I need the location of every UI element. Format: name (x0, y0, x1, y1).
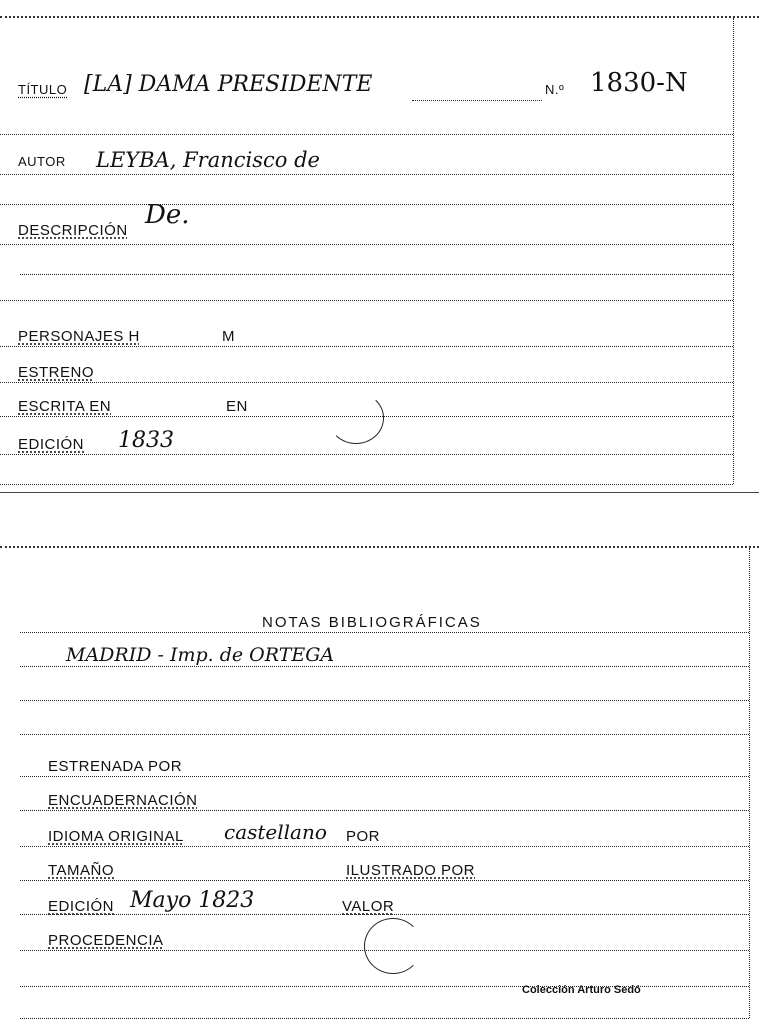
stamp-circle (364, 918, 422, 974)
catalog-card-front (0, 0, 759, 496)
rule (0, 244, 733, 245)
valor-label: VALOR (342, 898, 395, 915)
catalog-card-back (0, 540, 759, 1028)
coleccion-imprint: Colección Arturo Sedó (522, 984, 641, 996)
idioma-label: IDIOMA ORIGINAL (48, 828, 184, 845)
rule (20, 776, 749, 777)
card-top-edge (0, 16, 759, 18)
card-right-edge (749, 548, 750, 1018)
rule (20, 274, 733, 275)
rule (0, 174, 733, 175)
titulo-label: TÍTULO (18, 82, 68, 97)
autor-value: LEYBA, Francisco de (96, 148, 320, 172)
ilustrado-label: ILUSTRADO POR (346, 862, 476, 879)
rule (20, 810, 749, 811)
idioma-por-label: POR (346, 828, 381, 845)
rule (20, 880, 749, 881)
numero-value: 1830-N (590, 68, 688, 98)
edicion-value: Mayo 1823 (130, 888, 255, 913)
escrita-en-label: EN (226, 398, 248, 415)
card-top-edge (0, 546, 759, 548)
descripcion-label: DESCRIPCIÓN (18, 222, 128, 239)
descripcion-value: De. (145, 200, 190, 230)
card-separator (0, 492, 759, 493)
notas-label: NOTAS BIBLIOGRÁFICAS (262, 614, 482, 631)
personajes-label: PERSONAJES H (18, 328, 140, 345)
rule (0, 346, 733, 347)
titulo-value: [LA] DAMA PRESIDENTE (84, 72, 373, 97)
stamp-circle (328, 392, 384, 444)
rule (20, 632, 749, 633)
escrita-label: ESCRITA EN (18, 398, 112, 415)
card-bottom-edge (20, 1018, 749, 1019)
edicion-label: EDICIÓN (48, 898, 115, 915)
tamano-label: TAMAÑO (48, 862, 115, 879)
encuadernacion-label: ENCUADERNACIÓN (48, 792, 198, 809)
rule (0, 134, 733, 135)
rule (0, 300, 733, 301)
notas-value: MADRID - Imp. de ORTEGA (66, 644, 335, 666)
edicion-value: 1833 (118, 428, 174, 453)
estrenada-label: ESTRENADA POR (48, 758, 183, 775)
rule (0, 454, 733, 455)
rule (20, 846, 749, 847)
rule (20, 700, 749, 701)
personajes-m-label: M (222, 328, 235, 345)
rule (20, 734, 749, 735)
rule (0, 382, 733, 383)
procedencia-label: PROCEDENCIA (48, 932, 164, 949)
titulo-line (412, 100, 542, 101)
rule (20, 914, 749, 915)
numero-label: N.º (545, 82, 565, 97)
card-bottom-edge (0, 484, 733, 485)
edicion-label: EDICIÓN (18, 436, 85, 453)
idioma-value: castellano (224, 820, 327, 844)
rule (20, 666, 749, 667)
autor-label: AUTOR (18, 154, 66, 169)
rule (0, 204, 733, 205)
estreno-label: ESTRENO (18, 364, 95, 381)
card-right-edge (733, 18, 734, 484)
